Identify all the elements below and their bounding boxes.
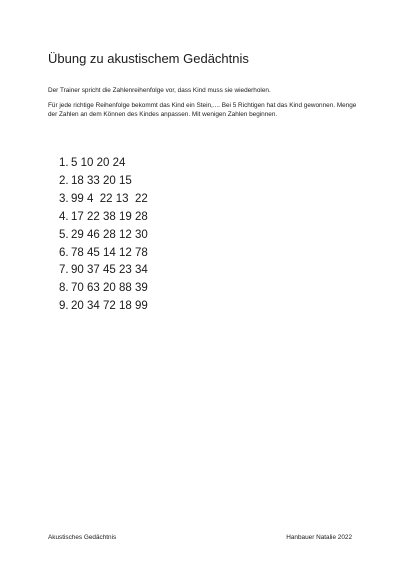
item-text: 29 46 28 12 30 [71,228,148,241]
item-text: 18 33 20 15 [71,174,132,187]
instruction-paragraph: Für jede richtige Reihenfolge bekommt das Kind ein Stein,.... Bei 5 Richtigen hat das Kind gewonnen. Menge der Zahlen an dem Können des Kindes anpassen. Mit wenigen Zahlen beginnen. [48,101,357,119]
list-item [59,298,148,316]
item-number: 5. [59,228,69,241]
item-number: 7. [59,264,69,277]
item-number: 2. [59,174,69,187]
item-text: 5 10 20 24 [71,157,126,169]
list-item [59,280,148,298]
list-item [59,155,148,173]
item-text: 78 45 14 12 78 [71,246,148,259]
item-text: 17 22 38 19 28 [71,210,148,223]
instruction-paragraph: Der Trainer spricht die Zahlenreihenfolge vor, dass Kind muss sie wiederholen. [48,87,271,94]
list-item [59,173,148,191]
item-text: 20 34 72 18 99 [71,300,148,313]
list-item [59,245,148,263]
item-number: 3. [59,192,69,205]
item-number: 8. [59,282,69,295]
footer-title: Akustisches Gedächtnis [48,534,117,541]
item-text: 99 4 22 13 22 [71,192,148,205]
item-number: 9. [59,300,69,313]
item-number: 6. [59,246,69,259]
number-sequence-list [59,155,148,316]
list-item [59,227,148,245]
item-text: 70 63 20 88 39 [71,282,148,295]
list-item [59,262,148,280]
list-item [59,209,148,227]
list-item [59,191,148,209]
item-number: 1. [59,157,69,169]
item-number: 4. [59,210,69,223]
item-text: 90 37 45 23 34 [71,264,148,277]
document-title: Übung zu akustischem Gedächtnis [48,51,249,66]
footer-author: Hanbauer Natalie 2022 [286,534,352,541]
instructions [48,86,366,125]
